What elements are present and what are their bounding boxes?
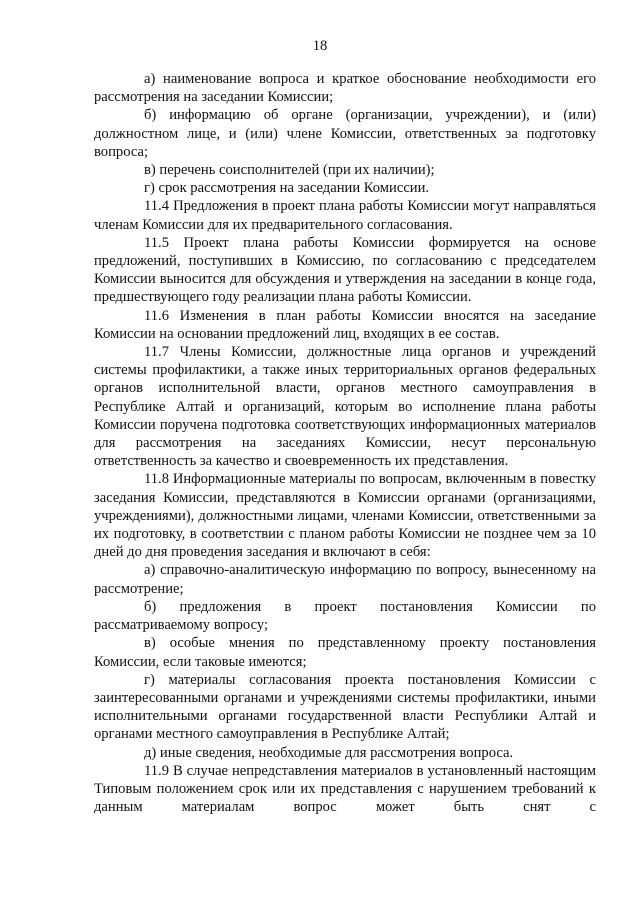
paragraph-sub-a: а) справочно-аналитическую информацию по вопросу, вынесенному на рассмотрение; <box>94 562 596 597</box>
paragraph-item-g: г) срок рассмотрения на заседании Комиссии. <box>144 180 430 197</box>
paragraph-sub-g: г) материалы согласования проекта постановления Комиссии с заинтересованными органами и учреждениями системы профилактики, иными исполнительными органами государственной власти Республики Алтай и органами местного самоуправления в Республике Алтай; <box>94 671 596 743</box>
paragraph-item-a: а) наименование вопроса и краткое обоснование необходимости его рассмотрения на заседании Комиссии; <box>94 71 596 106</box>
paragraph-sub-d: д) иные сведения, необходимые для рассмотрения вопроса. <box>144 744 514 761</box>
page-number: 18 <box>312 38 328 54</box>
paragraph-11-6: 11.6 Изменения в план работы Комиссии вносятся на заседание Комиссии на основании предложений лиц, входящих в ее состав. <box>94 307 596 342</box>
paragraph-11-7: 11.7 Члены Комиссии, должностные лица органов и учреждений системы профилактики, а также иных территориальных органов федеральных органов исполнительной власти, органов местного самоуправления в Республике Алтай и организаций, которым во исполнение плана работы Комиссии поручена подготовка соответствующих информационных материалов для рассмотрения на заседаниях Комиссии, несут персональную ответственность за качество и своевременность их представления. <box>94 344 596 470</box>
paragraph-11-4: 11.4 Предложения в проект плана работы Комиссии могут направляться членам Комиссии для их предварительного согласования. <box>94 198 596 233</box>
paragraph-sub-v: в) особые мнения по представленному проекту постановления Комиссии, если таковые имеются; <box>94 635 596 670</box>
document-body <box>94 70 596 816</box>
paragraph-item-b: б) информацию об органе (организации, учреждении), и (или) должностном лице, и (или) члене Комиссии, ответственных за подготовку вопроса; <box>94 107 596 160</box>
paragraph-item-v: в) перечень соисполнителей (при их наличии); <box>144 162 435 179</box>
paragraph-11-5: 11.5 Проект плана работы Комиссии формируется на основе предложений, поступивших в Комиссию, по согласованию с председателем Комиссии выносится для обсуждения и утверждения на заседании в конце года, предшествующего году реализации плана работы Комиссии. <box>94 234 596 306</box>
paragraph-11-8: 11.8 Информационные материалы по вопросам, включенным в повестку заседания Комиссии, представляются в Комиссии органами (организациями, учреждениями), должностными лицами, членами Комиссии, ответственными за их подготовку, в соответствии с планом работы Комиссии не позднее чем за 10 дней до дня проведения заседания и включают в себя: <box>94 471 596 561</box>
paragraph-sub-b: б) предложения в проект постановления Комиссии по рассматриваемому вопросу; <box>94 598 596 634</box>
paragraph-11-9: 11.9 В случае непредставления материалов в установленный настоящим Типовым положением срок или их представления с нарушением требований к данным материалам вопрос может быть снят с <box>94 762 596 816</box>
